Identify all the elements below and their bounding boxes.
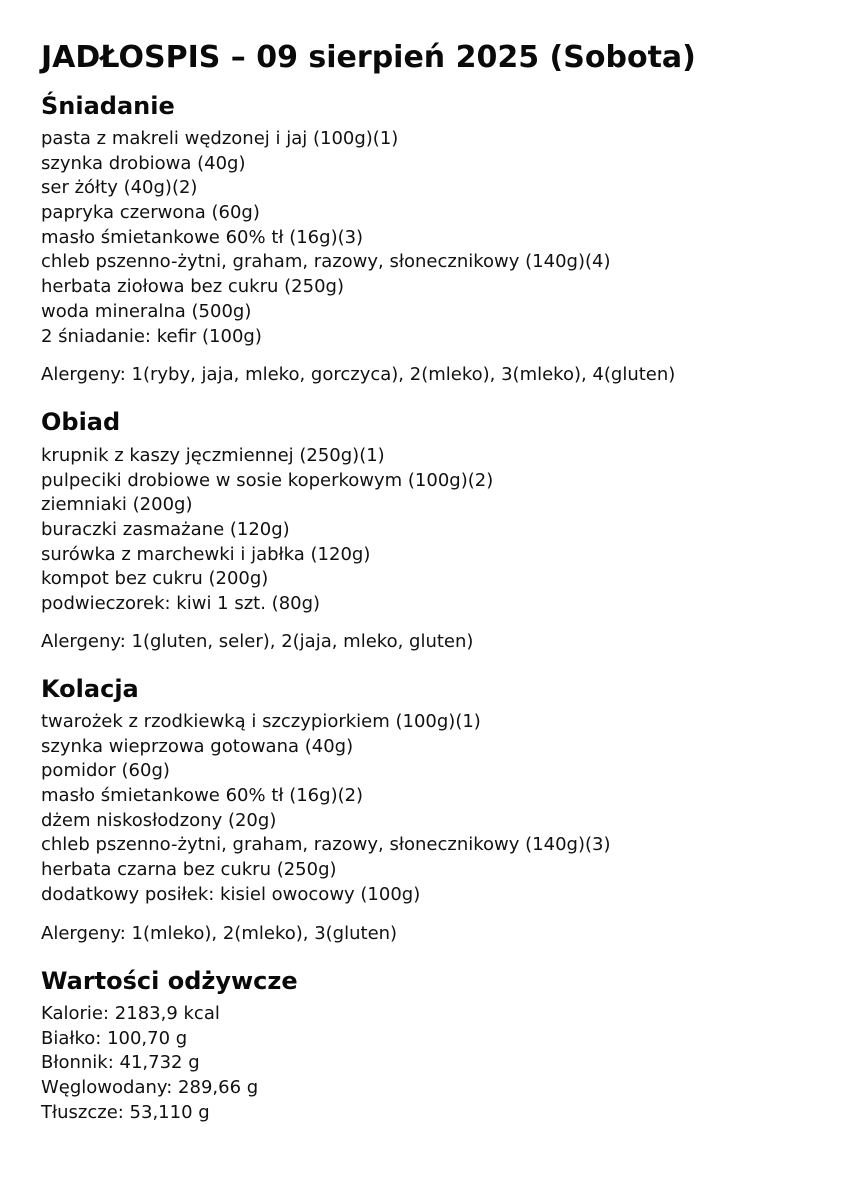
- menu-item: pasta z makreli wędzonej i jaj (100g)(1): [41, 128, 399, 149]
- menu-item: kompot bez cukru (200g): [41, 568, 269, 590]
- menu-items-list: [41, 710, 610, 908]
- menu-item: masło śmietankowe 60% tł (16g)(2): [41, 785, 364, 807]
- menu-items-list: [41, 127, 610, 349]
- section-heading: Wartości odżywcze: [41, 967, 298, 995]
- menu-items-list: [41, 444, 493, 617]
- menu-item: twarożek z rzodkiewką i szczypiorkiem (100g)(1): [41, 711, 481, 732]
- allergens-note: Alergeny: 1(ryby, jaja, mleko, gorczyca), 2(mleko), 3(mleko), 4(gluten): [41, 364, 676, 385]
- menu-item: buraczki zasmażane (120g): [41, 519, 290, 541]
- section-heading: Kolacja: [41, 675, 139, 703]
- menu-item: masło śmietankowe 60% tł (16g)(3): [41, 226, 364, 248]
- menu-item: ziemniaki (200g): [41, 494, 193, 516]
- menu-item: surówka z marchewki i jabłka (120g): [41, 543, 371, 565]
- menu-item: pomidor (60g): [41, 760, 170, 782]
- menu-item: papryka czerwona (60g): [41, 202, 260, 224]
- menu-item: woda mineralna (500g): [41, 300, 252, 322]
- menu-item: herbata ziołowa bez cukru (250g): [41, 276, 344, 298]
- section-heading: Śniadanie: [41, 92, 175, 120]
- menu-item: chleb pszenno-żytni, graham, razowy, słonecznikowy (140g)(3): [41, 834, 611, 856]
- menu-item: ser żółty (40g)(2): [41, 177, 198, 199]
- menu-item: szynka drobiowa (40g): [41, 152, 246, 174]
- menu-item: pulpeciki drobiowe w sosie koperkowym (100g)(2): [41, 469, 494, 491]
- menu-item: dodatkowy posiłek: kisiel owocowy (100g): [41, 883, 421, 905]
- menu-item: chleb pszenno-żytni, graham, razowy, słonecznikowy (140g)(4): [41, 251, 611, 273]
- nutrition-protein: Białko: 100,70 g: [41, 1027, 188, 1049]
- menu-item: herbata czarna bez cukru (250g): [41, 859, 337, 881]
- nutrition-fat: Tłuszcze: 53,110 g: [41, 1101, 210, 1123]
- page-title: JADŁOSPIS – 09 sierpień 2025 (Sobota): [41, 40, 696, 75]
- menu-item: dżem niskosłodzony (20g): [41, 809, 277, 831]
- nutrition-values-list: [41, 1002, 258, 1125]
- nutrition-fiber: Błonnik: 41,732 g: [41, 1052, 200, 1074]
- section-heading: Obiad: [41, 408, 121, 436]
- nutrition-carbohydrates: Węglowodany: 289,66 g: [41, 1077, 259, 1099]
- allergens-note: Alergeny: 1(gluten, seler), 2(jaja, mleko, gluten): [41, 631, 474, 652]
- menu-item: 2 śniadanie: kefir (100g): [41, 325, 262, 347]
- menu-item: krupnik z kaszy jęczmiennej (250g)(1): [41, 445, 385, 466]
- menu-item: podwieczorek: kiwi 1 szt. (80g): [41, 593, 321, 615]
- menu-item: szynka wieprzowa gotowana (40g): [41, 735, 354, 757]
- allergens-note: Alergeny: 1(mleko), 2(mleko), 3(gluten): [41, 923, 398, 944]
- nutrition-calories: Kalorie: 2183,9 kcal: [41, 1003, 220, 1024]
